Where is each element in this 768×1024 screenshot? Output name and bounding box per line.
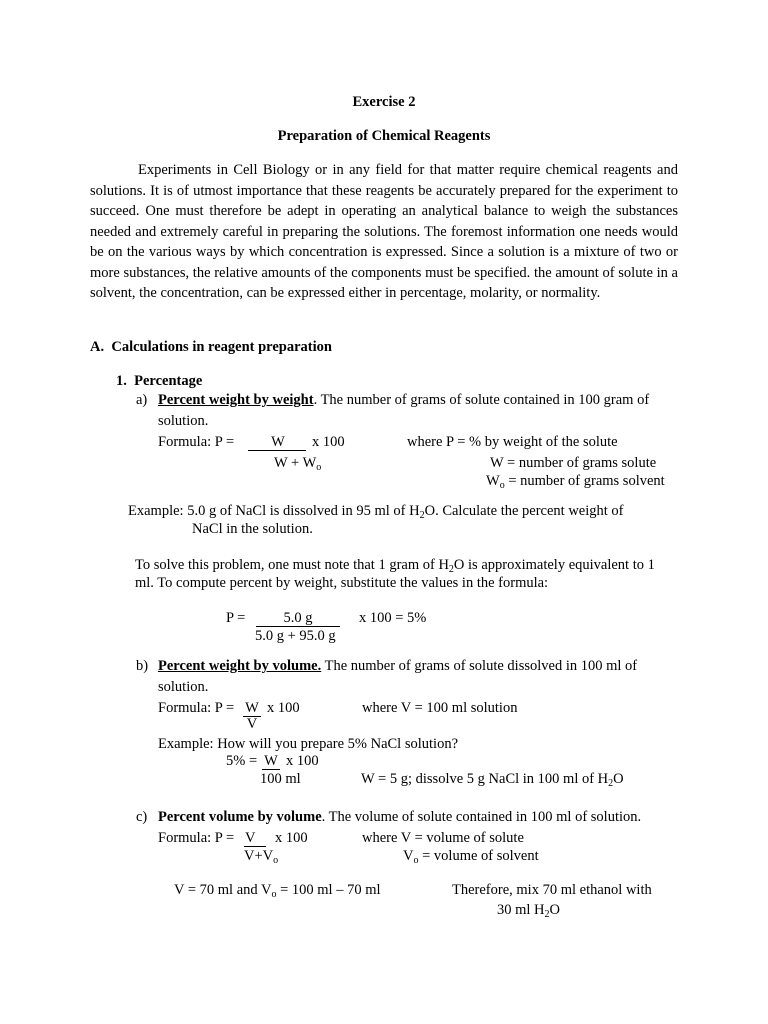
part-b-ex-numerator: W: [264, 753, 278, 769]
item-1-heading: [116, 371, 202, 392]
part-b-ex-denominator: 100 ml: [260, 771, 301, 787]
page-title: Exercise 2: [352, 94, 416, 110]
part-c-therefore-1: Therefore, mix 70 ml ethanol with: [452, 882, 652, 898]
part-b-ex-answer: W = 5 g; dissolve 5 g NaCl in 100 ml of $H_2O$: [361, 771, 624, 789]
part-a-calc-numerator: 5.0 g: [283, 610, 313, 626]
part-b-times: x 100: [267, 700, 300, 716]
part-b-label: b): [136, 658, 149, 674]
part-a-example-line-1: Example: 5.0 g of NaCl is dissolved in 95 ml of $H_2O$. Calculate the percent weight of: [128, 503, 624, 521]
section-a-heading: [90, 337, 332, 358]
part-c-where-1: where V = volume of solute: [362, 830, 524, 846]
part-a-where-3: $W_o$ = number of grams solvent: [486, 473, 665, 491]
part-a-formula-prefix: Formula: P =: [158, 434, 235, 450]
part-a-times: x 100: [312, 434, 345, 450]
part-b-definition-line: [158, 656, 637, 677]
part-c-numerator: V: [245, 830, 256, 846]
part-c-formula-prefix: Formula: P =: [158, 830, 235, 846]
part-c-calc: V = 70 ml and $V_o = 100$ ml – 70 ml: [174, 882, 381, 900]
part-a-example-line-2: NaCl in the solution.: [192, 521, 313, 537]
part-b-example: Example: How will you prepare 5% NaCl solution?: [158, 736, 459, 752]
part-b-ex-times: x 100: [286, 753, 319, 769]
item-1-number: 1.: [116, 373, 127, 389]
part-a-solve-line-1: To solve this problem, one must note that 1 gram of $H_2O$ is approximately equivalent to 1: [135, 557, 655, 575]
part-c-denominator: $V+V_o$: [244, 848, 279, 866]
section-a-label: A.: [90, 339, 105, 355]
part-a-calc-prefix: P =: [226, 610, 246, 626]
part-a-solve-line-2: ml. To compute percent by weight, substitute the values in the formula:: [135, 575, 549, 591]
part-b-term: Percent weight by volume.: [158, 658, 322, 674]
part-a-definition-line: [158, 390, 649, 411]
part-a-fraction-bar: [248, 450, 306, 451]
part-b-denominator: V: [246, 716, 258, 732]
part-c-definition-line: [158, 807, 641, 828]
part-c-times: x 100: [275, 830, 308, 846]
part-a-numerator: W: [271, 434, 285, 450]
page-subtitle: Preparation of Chemical Reagents: [277, 128, 491, 144]
part-b-ex-prefix: 5% =: [226, 753, 258, 769]
part-c-term: Percent volume by volume: [158, 809, 322, 825]
part-a-definition-cont: solution.: [158, 413, 209, 429]
part-c-label: c): [136, 809, 148, 825]
part-a-label: a): [136, 392, 148, 408]
part-b-definition-cont: solution.: [158, 679, 209, 695]
part-c-therefore-2: 30 ml $H_2O$: [497, 902, 561, 920]
part-b-numerator: W: [245, 700, 259, 716]
section-a-title: Calculations in reagent preparation: [111, 339, 332, 355]
intro-paragraph: Experiments in Cell Biology or in any field for that matter require chemical reagents and solutions. It is of utmost importance that these reagents be accurately prepared for the experiment to succeed. One must therefore be adept in operating an analytical balance to weigh the substances needed and extremely careful in preparing the solutions. The foremost information one needs would be on the various ways by which concentration is expressed. Since a solution is a mixture of two or more substances, the relative amounts of the components must be specified. the amount of solute in a solvent, the concentration, can be expressed either in percentage, molarity, or normality.: [90, 162, 678, 301]
part-a-where-1: where P = % by weight of the solute: [407, 434, 618, 450]
part-a-term: Percent weight by weight: [158, 392, 314, 408]
part-a-denominator: $W + W_o$: [274, 455, 322, 473]
part-b-formula-prefix: Formula: P =: [158, 700, 235, 716]
part-a-calc-denominator: 5.0 g + 95.0 g: [255, 628, 336, 644]
part-b-where: where V = 100 ml solution: [362, 700, 518, 716]
part-a-definition: . The number of grams of solute contained in 100 gram of: [313, 392, 650, 408]
part-c-definition: . The volume of solute contained in 100 ml of solution.: [321, 809, 642, 825]
part-a-calc-result: x 100 = 5%: [359, 610, 427, 626]
part-a-where-2: W = number of grams solute: [490, 455, 657, 471]
part-c-where-2: $V_o$ = volume of solvent: [403, 848, 539, 866]
part-b-definition: The number of grams of solute dissolved in 100 ml of: [321, 658, 638, 674]
item-1-title: Percentage: [134, 373, 203, 389]
